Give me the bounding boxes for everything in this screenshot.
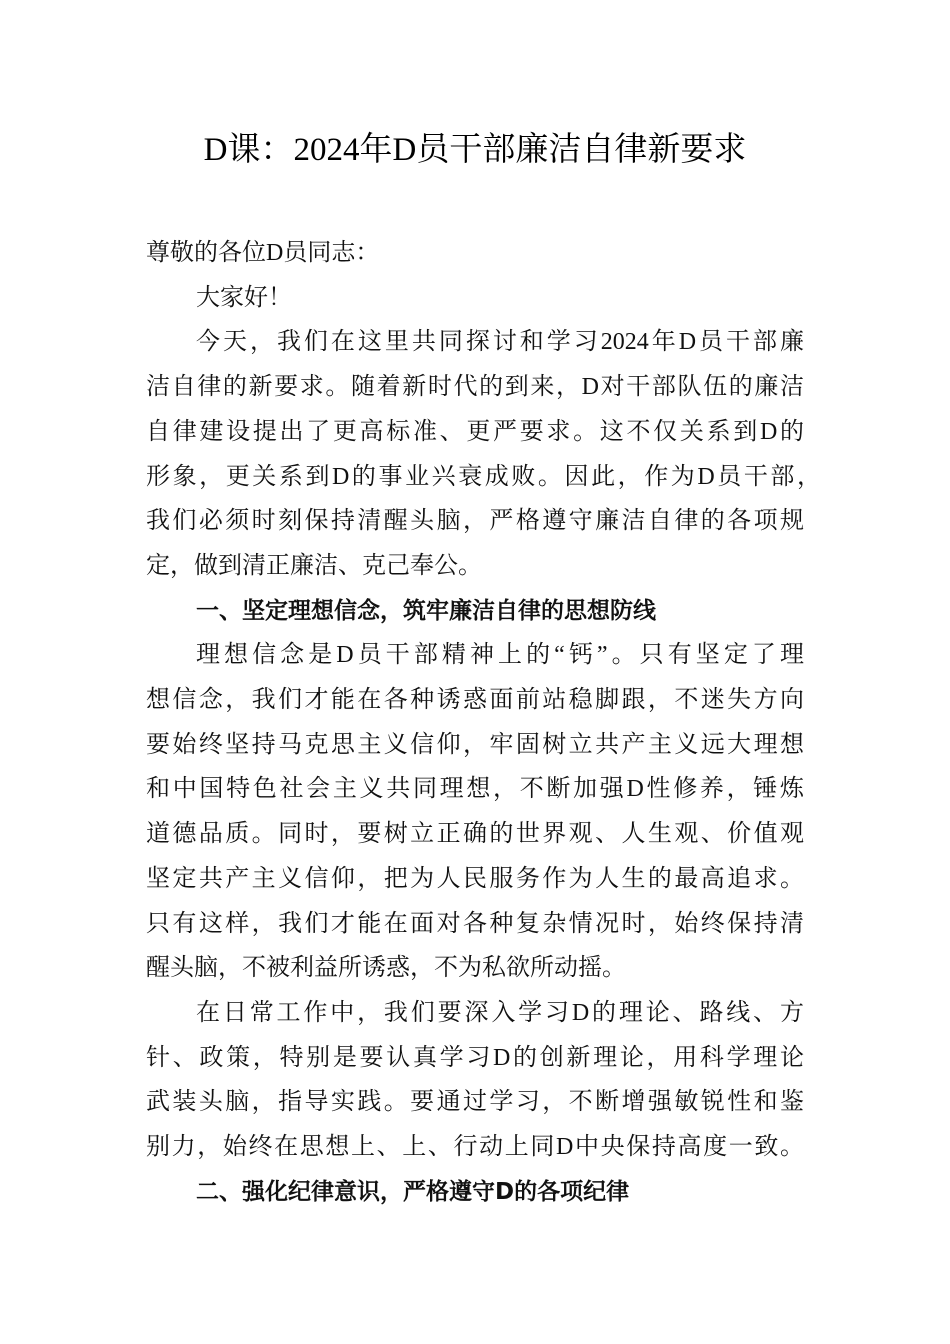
text-line: 自律建设提出了更高标准、更严要求。这不仅关系到D的 [146, 418, 804, 445]
text-line: 形象，更关系到D的事业兴衰成败。因此，作为D员干部， [146, 463, 821, 490]
text-line: 今天，我们在这里共同探讨和学习2024年D员干部廉 [196, 329, 804, 356]
text-line: 在日常工作中，我们要深入学习D的理论、路线、方 [196, 999, 804, 1026]
section-heading: 一、坚定理想信念，筑牢廉洁自律的思想防线 [196, 597, 656, 624]
text-line: 尊敬的各位D员同志： [146, 240, 380, 266]
text-line: 洁自律的新要求。随着新时代的到来，D对干部队伍的廉洁 [146, 374, 804, 401]
document-title: D课：2024年D员干部廉洁自律新要求 [203, 132, 747, 168]
text-line: 和中国特色社会主义共同理想，不断加强D性修养，锤炼 [146, 776, 804, 803]
text-line: 针、政策，特别是要认真学习D的创新理论，用科学理论 [146, 1044, 804, 1071]
text-line: 别力，始终在思想上、上、行动上同D中央保持高度一致。 [146, 1134, 804, 1160]
text-line: 坚定共产主义信仰，把为人民服务作为人生的最高追求。 [146, 865, 804, 892]
text-line: 武装头脑，指导实践。要通过学习，不断增强敏锐性和鉴 [146, 1089, 804, 1116]
text-line: 理想信念是D员干部精神上的“钙”。只有坚定了理 [196, 642, 804, 669]
text-line: 我们必须时刻保持清醒头脑，严格遵守廉洁自律的各项规 [146, 508, 804, 535]
text-line: 只有这样，我们才能在面对各种复杂情况时，始终保持清 [146, 910, 804, 937]
text-line: 要始终坚持马克思主义信仰，牢固树立共产主义远大理想 [146, 731, 804, 758]
text-line: 大家好！ [196, 284, 292, 311]
text-line: 醒头脑，不被利益所诱惑，不为私欲所动摇。 [146, 955, 626, 982]
section-heading: 二、强化纪律意识，严格遵守D的各项纪律 [196, 1178, 630, 1205]
text-line: 道德品质。同时，要树立正确的世界观、人生观、价值观 [146, 821, 804, 848]
text-line: 想信念，我们才能在各种诱惑面前站稳脚跟，不迷失方向 [146, 687, 804, 713]
text-line: 定，做到清正廉洁、克己奉公。 [146, 552, 482, 579]
